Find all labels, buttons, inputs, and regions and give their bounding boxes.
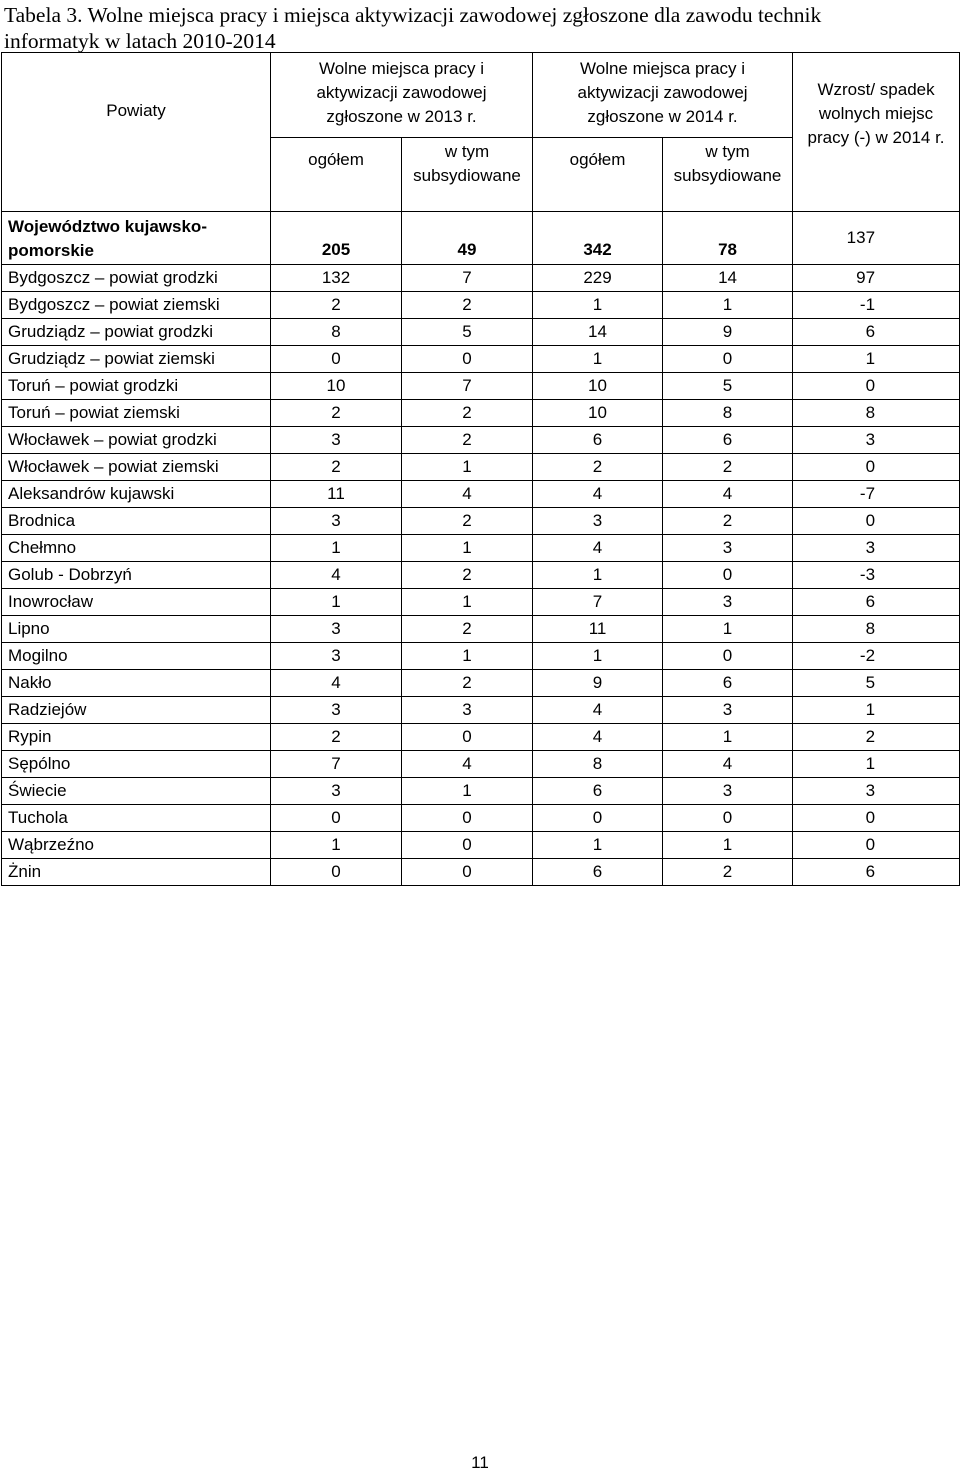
powiat-name-cell: Toruń – powiat grodzki: [2, 373, 271, 400]
voivodeship-sub-2014: 78: [663, 212, 793, 265]
ogolem-2013-cell: 1: [271, 589, 402, 616]
growth-cell: 97: [793, 265, 960, 292]
ogolem-2014-cell: 8: [533, 751, 663, 778]
ogolem-2013-cell: 11: [271, 481, 402, 508]
table-body: [2, 212, 960, 886]
powiat-name-cell: Radziejów: [2, 697, 271, 724]
growth-cell: 3: [793, 778, 960, 805]
powiat-name-cell: Grudziądz – powiat grodzki: [2, 319, 271, 346]
page-number: 11: [471, 1453, 489, 1472]
sub-2014-cell: 2: [663, 508, 793, 535]
table-row: [2, 697, 960, 724]
powiat-name-cell: Toruń – powiat ziemski: [2, 400, 271, 427]
powiat-name-cell: Brodnica: [2, 508, 271, 535]
table-row: [2, 616, 960, 643]
sub-2013-cell: 2: [402, 616, 533, 643]
growth-cell: 8: [793, 400, 960, 427]
sub-2014-cell: 1: [663, 724, 793, 751]
voivodeship-row: [2, 212, 960, 265]
ogolem-2013-cell: 0: [271, 859, 402, 886]
sub-2013-cell: 1: [402, 454, 533, 481]
sub-2014-cell: 4: [663, 481, 793, 508]
ogolem-2014-cell: 0: [533, 805, 663, 832]
ogolem-2013-cell: 2: [271, 454, 402, 481]
sub-2013-cell: 2: [402, 670, 533, 697]
growth-cell: 3: [793, 427, 960, 454]
ogolem-2014-cell: 1: [533, 832, 663, 859]
ogolem-2013-cell: 3: [271, 778, 402, 805]
growth-cell: -2: [793, 643, 960, 670]
sub-2013-cell: 4: [402, 481, 533, 508]
growth-cell: 0: [793, 454, 960, 481]
powiat-name-cell: Bydgoszcz – powiat grodzki: [2, 265, 271, 292]
ogolem-2013-cell: 3: [271, 697, 402, 724]
powiat-name-cell: Mogilno: [2, 643, 271, 670]
header-ogolem-2013: ogółem: [271, 138, 402, 212]
sub-2014-cell: 6: [663, 427, 793, 454]
table-row: [2, 319, 960, 346]
table-row: [2, 400, 960, 427]
table-row: [2, 670, 960, 697]
voivodeship-sub-2013: 49: [402, 212, 533, 265]
header-subsydiowane-2014: w tym subsydiowane: [663, 138, 793, 212]
header-subsydiowane-2013: w tym subsydiowane: [402, 138, 533, 212]
table-header: [2, 53, 960, 212]
ogolem-2013-cell: 7: [271, 751, 402, 778]
table-row: [2, 373, 960, 400]
sub-2013-cell: 7: [402, 265, 533, 292]
ogolem-2014-cell: 6: [533, 859, 663, 886]
ogolem-2014-cell: 4: [533, 535, 663, 562]
powiat-name-cell: Świecie: [2, 778, 271, 805]
ogolem-2013-cell: 3: [271, 508, 402, 535]
voivodeship-growth: 137: [793, 212, 960, 265]
growth-cell: 6: [793, 589, 960, 616]
sub-2014-cell: 2: [663, 859, 793, 886]
table-row: [2, 643, 960, 670]
ogolem-2013-cell: 3: [271, 427, 402, 454]
powiat-name-cell: Sępólno: [2, 751, 271, 778]
ogolem-2014-cell: 9: [533, 670, 663, 697]
ogolem-2013-cell: 4: [271, 562, 402, 589]
table-row: [2, 832, 960, 859]
sub-2014-cell: 8: [663, 400, 793, 427]
ogolem-2013-cell: 8: [271, 319, 402, 346]
sub-2013-cell: 1: [402, 643, 533, 670]
sub-2013-cell: 0: [402, 346, 533, 373]
table-row: [2, 427, 960, 454]
powiat-name-cell: Żnin: [2, 859, 271, 886]
ogolem-2014-cell: 4: [533, 697, 663, 724]
ogolem-2013-cell: 2: [271, 400, 402, 427]
powiat-name-cell: Włocławek – powiat ziemski: [2, 454, 271, 481]
sub-2014-cell: 6: [663, 670, 793, 697]
sub-2013-cell: 0: [402, 859, 533, 886]
growth-cell: 1: [793, 697, 960, 724]
ogolem-2013-cell: 132: [271, 265, 402, 292]
powiat-name-cell: Lipno: [2, 616, 271, 643]
table-row: [2, 859, 960, 886]
table-caption: [4, 2, 956, 54]
ogolem-2014-cell: 1: [533, 346, 663, 373]
ogolem-2014-cell: 1: [533, 643, 663, 670]
table-row: [2, 265, 960, 292]
growth-cell: 1: [793, 346, 960, 373]
sub-2013-cell: 0: [402, 724, 533, 751]
sub-2013-cell: 2: [402, 562, 533, 589]
caption-line-1: Tabela 3. Wolne miejsca pracy i miejsca aktywizacji zawodowej zgłoszone dla zawodu technik: [4, 3, 822, 27]
table-row: [2, 778, 960, 805]
growth-cell: -7: [793, 481, 960, 508]
table-row: [2, 292, 960, 319]
growth-cell: 0: [793, 805, 960, 832]
table-row: [2, 805, 960, 832]
vacancies-table: [1, 52, 960, 886]
ogolem-2013-cell: 0: [271, 346, 402, 373]
powiat-name-cell: Wąbrzeźno: [2, 832, 271, 859]
powiat-name-cell: Aleksandrów kujawski: [2, 481, 271, 508]
table-row: [2, 454, 960, 481]
table-row: [2, 481, 960, 508]
sub-2014-cell: 3: [663, 535, 793, 562]
growth-cell: -1: [793, 292, 960, 319]
sub-2014-cell: 0: [663, 643, 793, 670]
ogolem-2014-cell: 6: [533, 778, 663, 805]
table-row: [2, 508, 960, 535]
header-group-2014: Wolne miejsca pracy i aktywizacji zawodowej zgłoszone w 2014 r.: [533, 53, 793, 138]
sub-2014-cell: 3: [663, 697, 793, 724]
powiat-name-cell: Inowrocław: [2, 589, 271, 616]
sub-2013-cell: 7: [402, 373, 533, 400]
growth-cell: 1: [793, 751, 960, 778]
sub-2013-cell: 2: [402, 427, 533, 454]
sub-2014-cell: 2: [663, 454, 793, 481]
ogolem-2014-cell: 4: [533, 724, 663, 751]
growth-cell: -3: [793, 562, 960, 589]
sub-2013-cell: 2: [402, 292, 533, 319]
sub-2013-cell: 2: [402, 400, 533, 427]
powiat-name-cell: Bydgoszcz – powiat ziemski: [2, 292, 271, 319]
sub-2014-cell: 0: [663, 562, 793, 589]
voivodeship-ogolem-2014: 342: [533, 212, 663, 265]
table-row: [2, 724, 960, 751]
sub-2013-cell: 1: [402, 535, 533, 562]
table-row: [2, 751, 960, 778]
ogolem-2013-cell: 0: [271, 805, 402, 832]
sub-2013-cell: 0: [402, 805, 533, 832]
ogolem-2013-cell: 2: [271, 724, 402, 751]
sub-2014-cell: 4: [663, 751, 793, 778]
powiat-name-cell: Włocławek – powiat grodzki: [2, 427, 271, 454]
sub-2014-cell: 5: [663, 373, 793, 400]
growth-cell: 0: [793, 508, 960, 535]
ogolem-2013-cell: 1: [271, 832, 402, 859]
ogolem-2014-cell: 4: [533, 481, 663, 508]
sub-2014-cell: 1: [663, 616, 793, 643]
ogolem-2014-cell: 1: [533, 292, 663, 319]
caption-line-2: informatyk w latach 2010-2014: [4, 29, 276, 53]
growth-cell: 6: [793, 859, 960, 886]
ogolem-2013-cell: 3: [271, 643, 402, 670]
header-ogolem-2014: ogółem: [533, 138, 663, 212]
table-row: [2, 346, 960, 373]
sub-2013-cell: 1: [402, 589, 533, 616]
ogolem-2014-cell: 10: [533, 373, 663, 400]
powiat-name-cell: Golub - Dobrzyń: [2, 562, 271, 589]
ogolem-2013-cell: 4: [271, 670, 402, 697]
voivodeship-ogolem-2013: 205: [271, 212, 402, 265]
sub-2013-cell: 1: [402, 778, 533, 805]
ogolem-2013-cell: 1: [271, 535, 402, 562]
ogolem-2014-cell: 10: [533, 400, 663, 427]
sub-2014-cell: 0: [663, 805, 793, 832]
sub-2014-cell: 3: [663, 778, 793, 805]
ogolem-2014-cell: 229: [533, 265, 663, 292]
header-growth: Wzrost/ spadek wolnych miejsc pracy (-) w 2014 r.: [793, 53, 960, 212]
ogolem-2014-cell: 1: [533, 562, 663, 589]
sub-2013-cell: 3: [402, 697, 533, 724]
growth-cell: 8: [793, 616, 960, 643]
sub-2013-cell: 2: [402, 508, 533, 535]
sub-2014-cell: 1: [663, 832, 793, 859]
ogolem-2014-cell: 11: [533, 616, 663, 643]
sub-2014-cell: 3: [663, 589, 793, 616]
growth-cell: 6: [793, 319, 960, 346]
ogolem-2014-cell: 14: [533, 319, 663, 346]
table-row: [2, 589, 960, 616]
growth-cell: 3: [793, 535, 960, 562]
powiat-name-cell: Nakło: [2, 670, 271, 697]
growth-cell: 0: [793, 832, 960, 859]
sub-2013-cell: 4: [402, 751, 533, 778]
table-row: [2, 535, 960, 562]
sub-2013-cell: 0: [402, 832, 533, 859]
ogolem-2013-cell: 10: [271, 373, 402, 400]
ogolem-2014-cell: 2: [533, 454, 663, 481]
powiat-name-cell: Chełmno: [2, 535, 271, 562]
sub-2013-cell: 5: [402, 319, 533, 346]
ogolem-2013-cell: 2: [271, 292, 402, 319]
sub-2014-cell: 1: [663, 292, 793, 319]
powiat-name-cell: Tuchola: [2, 805, 271, 832]
ogolem-2014-cell: 6: [533, 427, 663, 454]
table-row: [2, 562, 960, 589]
powiat-name-cell: Rypin: [2, 724, 271, 751]
sub-2014-cell: 0: [663, 346, 793, 373]
ogolem-2013-cell: 3: [271, 616, 402, 643]
sub-2014-cell: 14: [663, 265, 793, 292]
header-group-2013: Wolne miejsca pracy i aktywizacji zawodowej zgłoszone w 2013 r.: [271, 53, 533, 138]
ogolem-2014-cell: 3: [533, 508, 663, 535]
growth-cell: 0: [793, 373, 960, 400]
sub-2014-cell: 9: [663, 319, 793, 346]
growth-cell: 5: [793, 670, 960, 697]
growth-cell: 2: [793, 724, 960, 751]
voivodeship-name: Województwo kujawsko- pomorskie: [2, 212, 271, 265]
powiat-name-cell: Grudziądz – powiat ziemski: [2, 346, 271, 373]
header-powiaty: Powiaty: [2, 53, 271, 212]
ogolem-2014-cell: 7: [533, 589, 663, 616]
